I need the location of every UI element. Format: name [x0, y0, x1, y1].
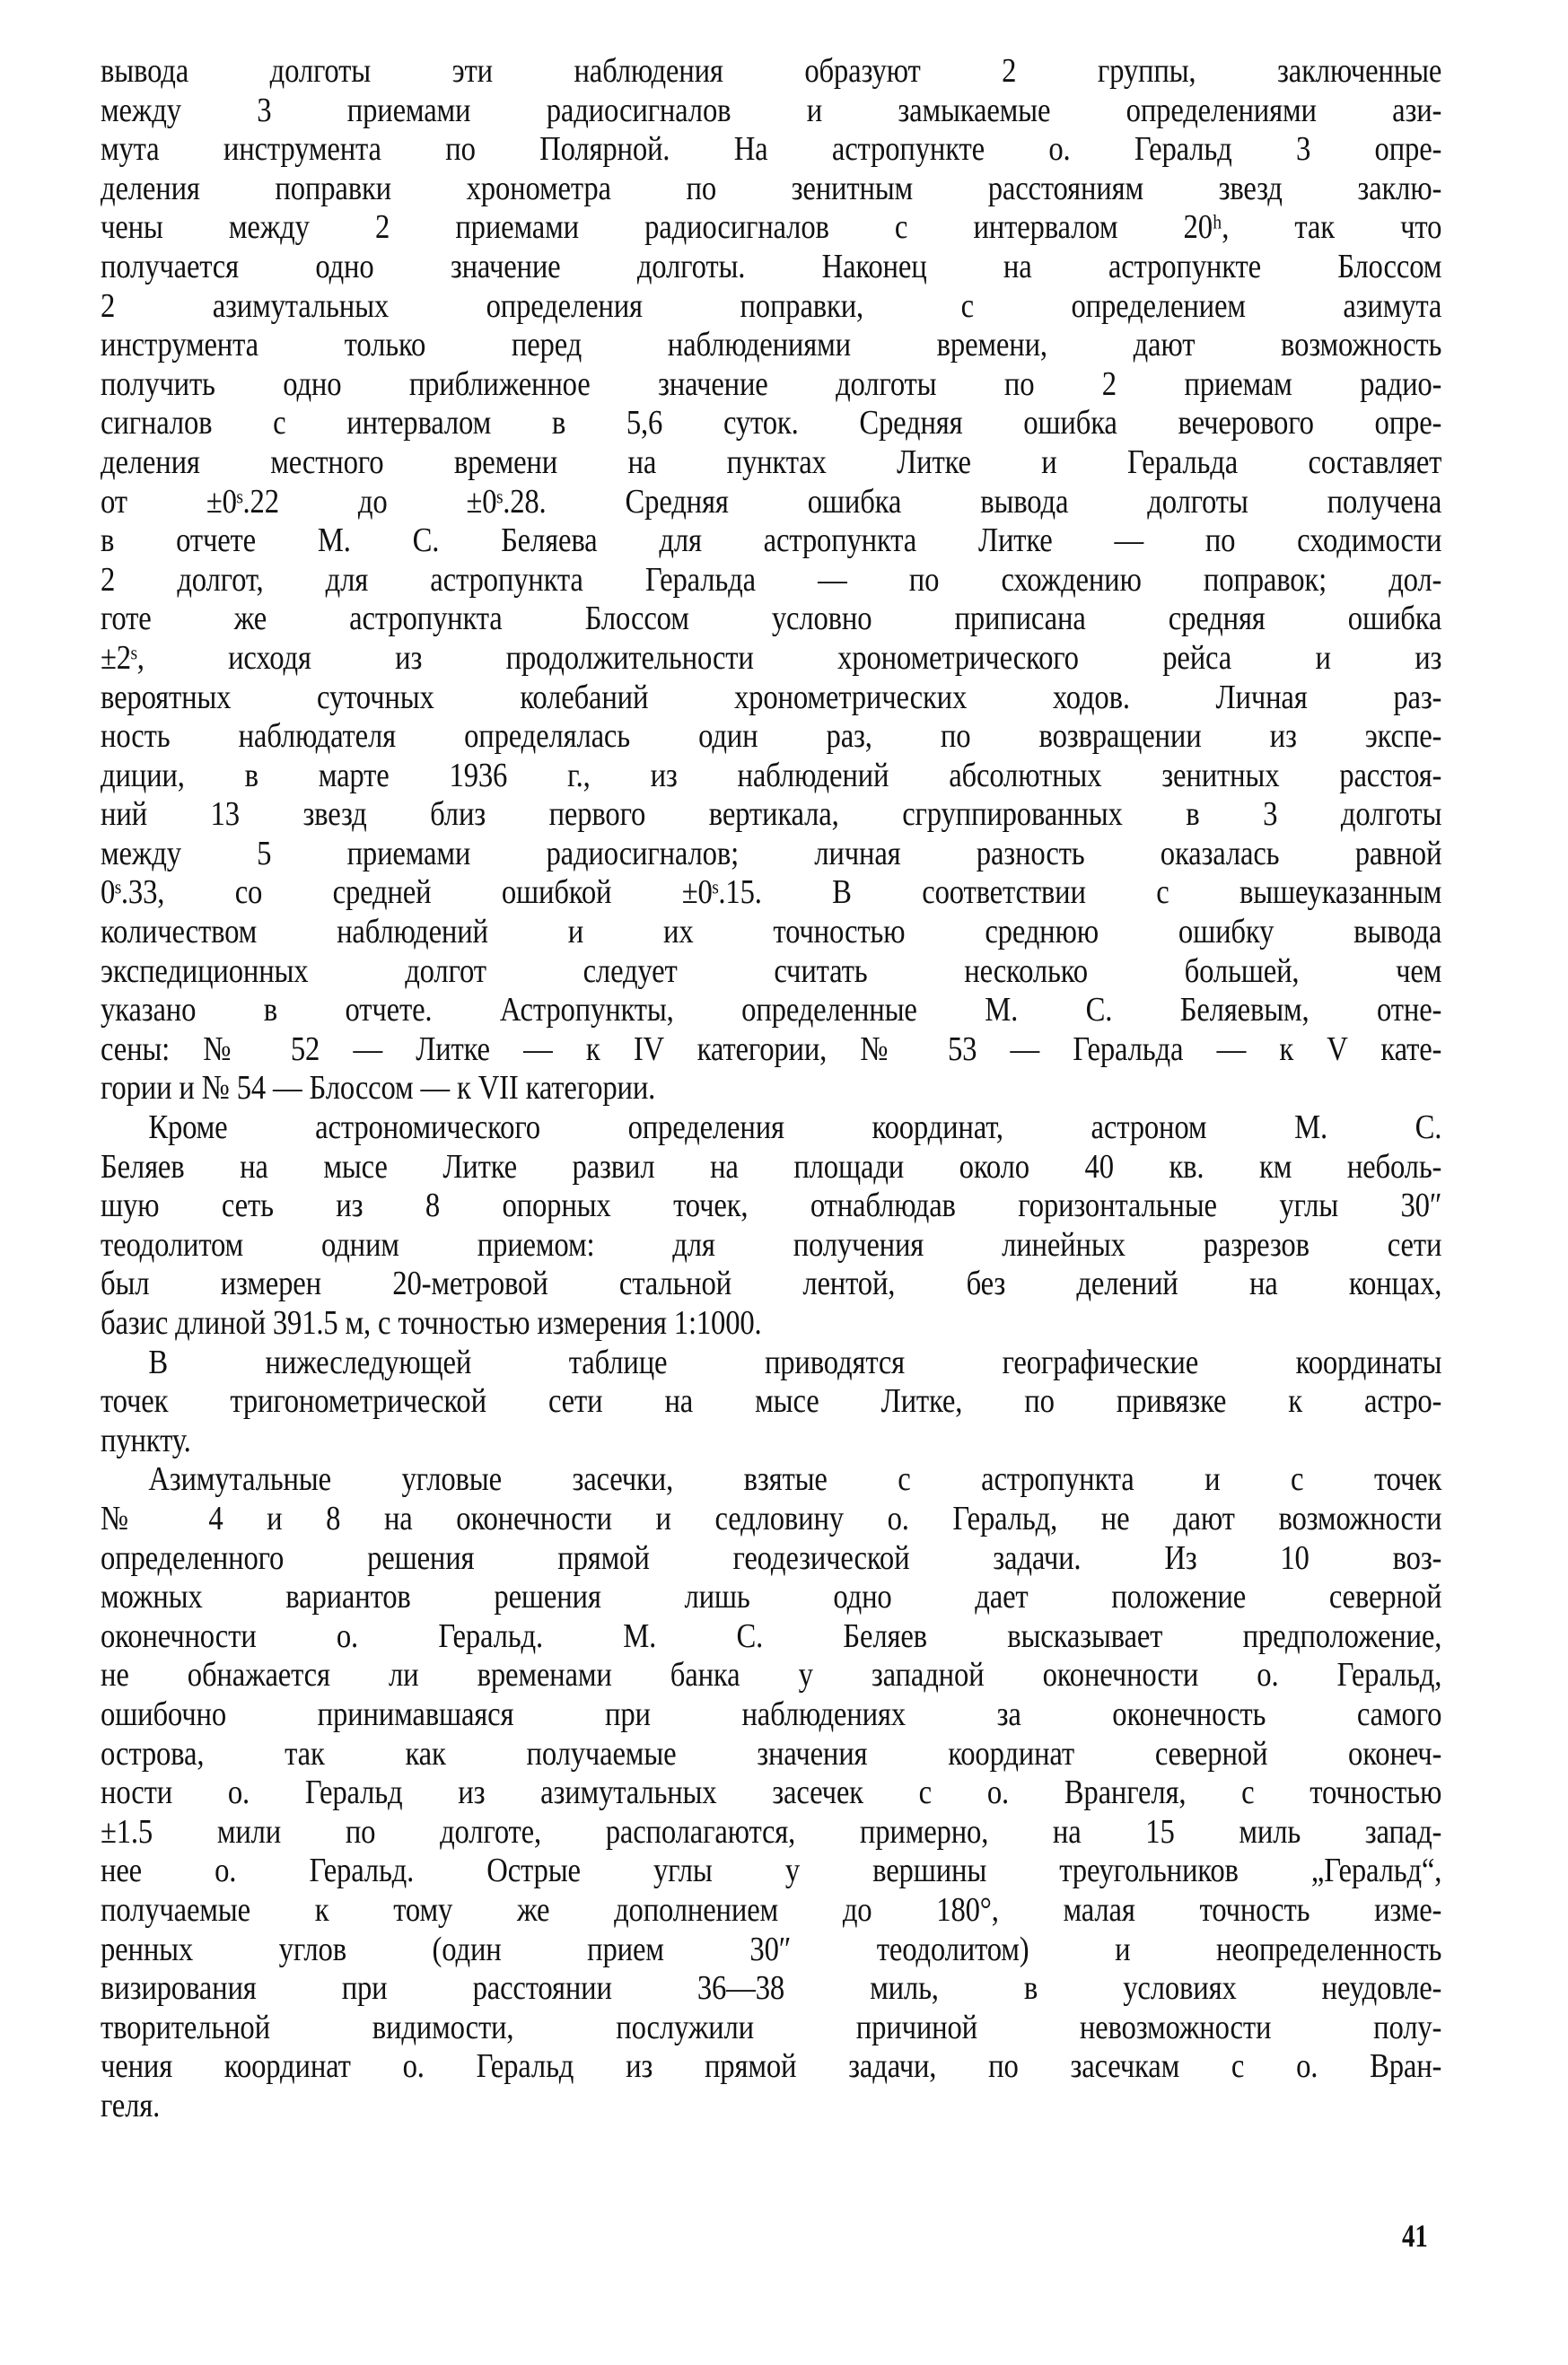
paragraph — [101, 52, 1441, 1108]
text-line: Азимутальные угловые засечки, взятые с астропункта и с точек — [148, 1460, 1442, 1499]
text-line: диции, в марте 1936 г., из наблюдений абсолютных зенитных расстоя- — [101, 756, 1442, 794]
text-line: ошибочно принимавшаяся при наблюдениях за оконечность самого — [101, 1695, 1442, 1733]
text-line: указано в отчете. Астропункты, определенные М. С. Беляевым, отне- — [101, 991, 1442, 1029]
text-line: оконечности о. Геральд. М. С. Беляев высказывает предположение, — [101, 1616, 1442, 1655]
text-line: вывода долготы эти наблюдения образуют 2 группы, заключенные — [101, 52, 1442, 90]
text-line: от ±0ˢ.22 до ±0ˢ.28. Средняя ошибка вывода долготы получена — [101, 482, 1442, 521]
text-line: был измерен 20-метровой стальной лентой, без делений на концах, — [101, 1265, 1442, 1303]
text-line: ность наблюдателя определялась один раз, по возвращении из экспе- — [101, 717, 1442, 756]
text-line: ности о. Геральд из азимутальных засечек с о. Врангеля, с точностью — [101, 1774, 1442, 1812]
text-line: вероятных суточных колебаний хронометрических ходов. Личная раз- — [101, 678, 1442, 716]
document-page — [101, 52, 1441, 2125]
paragraph — [101, 1108, 1441, 1344]
text-line: сены: № 52 — Литке — к IV категории, № 53 — Геральда — к V кате- — [101, 1029, 1442, 1068]
text-line: нее о. Геральд. Острые углы у вершины треугольников „Геральд“, — [101, 1852, 1442, 1890]
text-line: между 5 приемами радиосигналов; личная разность оказалась равной — [101, 834, 1442, 872]
text-line: получить одно приближенное значение долготы по 2 приемам радио- — [101, 364, 1442, 403]
text-line: точек тригонометрической сети на мысе Литке, по привязке к астро- — [101, 1382, 1442, 1421]
text-line: количеством наблюдений и их точностью среднюю ошибку вывода — [101, 913, 1442, 951]
text-line: определенного решения прямой геодезической задачи. Из 10 воз- — [101, 1538, 1442, 1577]
text-line: деления местного времени на пунктах Литке и Геральда составляет — [101, 442, 1442, 481]
text-line: Беляев на мысе Литке развил на площади около 40 кв. км неболь- — [101, 1147, 1442, 1186]
text-line: ±1.5 мили по долготе, располагаются, примерно, на 15 миль запад- — [101, 1812, 1442, 1851]
text-line: мута инструмента по Полярной. На астропункте о. Геральд 3 опре- — [101, 130, 1442, 169]
text-line: чения координат о. Геральд из прямой задачи, по засечкам с о. Вран- — [101, 2047, 1442, 2086]
text-line: между 3 приемами радиосигналов и замыкаемые определениями ази- — [101, 91, 1442, 129]
text-line: 2 азимутальных определения поправки, с определением азимута — [101, 286, 1442, 325]
text-line: базис длиной 391.5 м, с точностью измерения 1:1000. — [101, 1304, 762, 1342]
text-line: В нижеследующей таблице приводятся географические координаты — [148, 1343, 1442, 1381]
text-line: в отчете М. С. Беляева для астропункта Литке — по сходимости — [101, 521, 1442, 560]
text-line: можных вариантов решения лишь одно дает положение северной — [101, 1578, 1442, 1616]
text-line: инструмента только перед наблюдениями времени, дают возможность — [101, 326, 1442, 364]
text-line: экспедиционных долгот следует считать несколько большей, чем — [101, 951, 1442, 990]
text-line: Кроме астрономического определения координат, астроном М. С. — [148, 1108, 1442, 1147]
text-line: чены между 2 приемами радиосигналов с интервалом 20ʰ, так что — [101, 208, 1442, 247]
page-number: 41 — [1402, 2218, 1428, 2254]
paragraph — [101, 1460, 1441, 2125]
text-line: шую сеть из 8 опорных точек, отнаблюдав горизонтальные углы 30″ — [101, 1187, 1442, 1225]
text-line: визирования при расстоянии 36—38 миль, в условиях неудовле- — [101, 1969, 1442, 2008]
text-line: теодолитом одним приемом: для получения линейных разрезов сети — [101, 1225, 1442, 1264]
text-line: 0ˢ.33, со средней ошибкой ±0ˢ.15. В соответствии с вышеуказанным — [101, 873, 1442, 912]
text-line: не обнажается ли временами банка у западной оконечности о. Геральд, — [101, 1656, 1442, 1695]
text-line: деления поправки хронометра по зенитным расстояниям звезд заклю- — [101, 169, 1442, 207]
text-line: ренных углов (один прием 30″ теодолитом) и неопределенность — [101, 1930, 1442, 1968]
text-line: готе же астропункта Блоссом условно приписана средняя ошибка — [101, 600, 1442, 638]
text-line: творительной видимости, послужили причиной невозможности полу- — [101, 2008, 1442, 2046]
text-line: острова, так как получаемые значения координат северной оконеч- — [101, 1734, 1442, 1773]
text-line: получается одно значение долготы. Наконец на астропункте Блоссом — [101, 247, 1442, 285]
text-line: № 4 и 8 на оконечности и седловину о. Геральд, не дают возможности — [101, 1499, 1442, 1537]
text-line: 2 долгот, для астропункта Геральда — по схождению поправок; дол- — [101, 560, 1442, 599]
text-line: получаемые к тому же дополнением до 180°, малая точность изме- — [101, 1890, 1442, 1929]
text-line: сигналов с интервалом в 5,6 суток. Средняя ошибка вечерового опре- — [101, 404, 1442, 442]
text-line: гории и № 54 — Блоссом — к VII категории. — [101, 1069, 656, 1108]
paragraph — [101, 1344, 1441, 1461]
text-line: ний 13 звезд близ первого вертикала, сгруппированных в 3 долготы — [101, 795, 1442, 834]
text-line: геля. — [101, 2086, 161, 2124]
text-line: ±2ˢ, исходя из продолжительности хронометрического рейса и из — [101, 638, 1442, 677]
text-line: пункту. — [101, 1421, 191, 1459]
